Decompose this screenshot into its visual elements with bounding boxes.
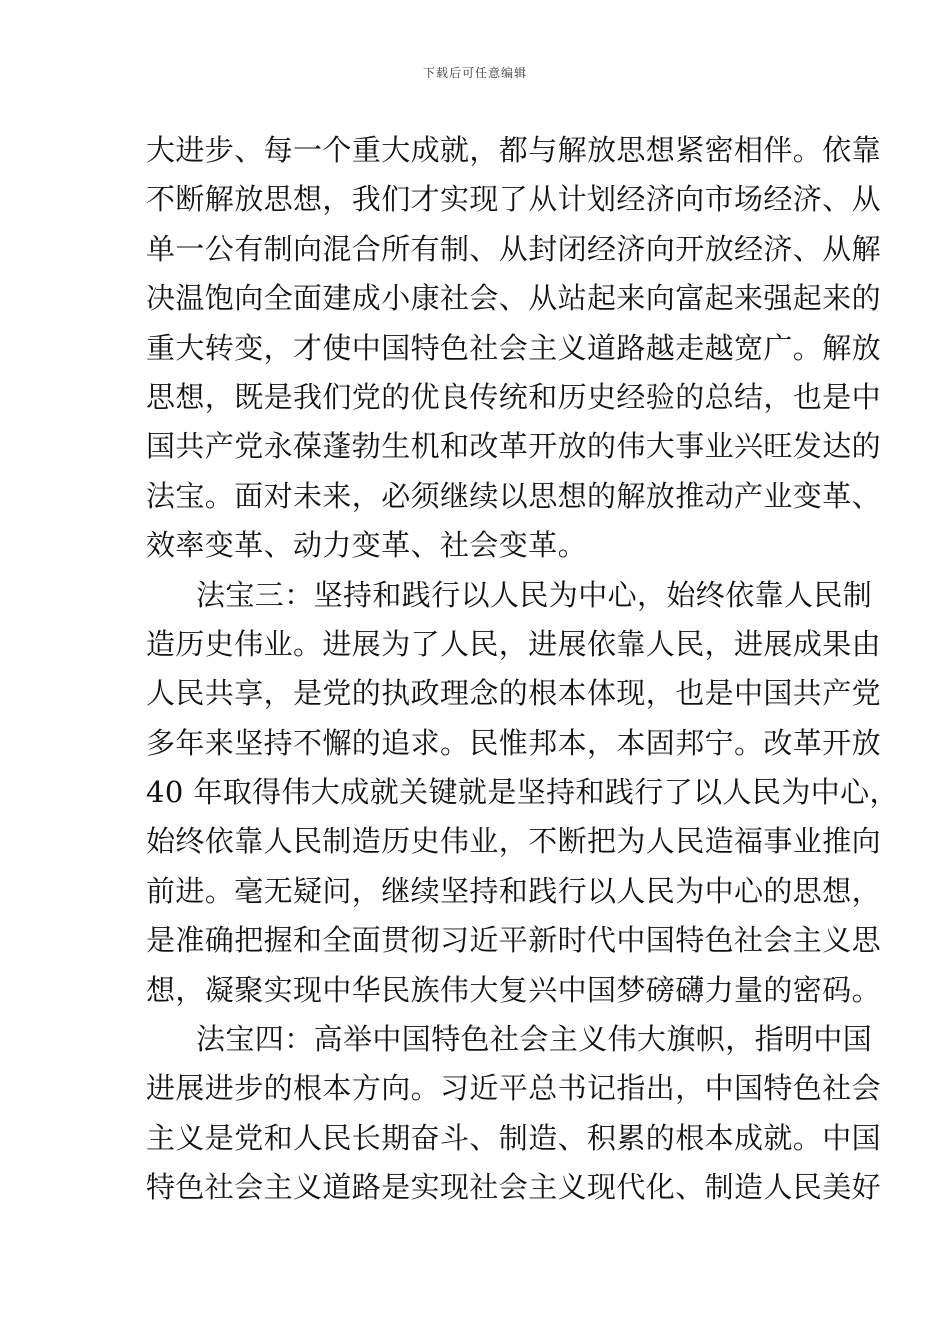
body-text [146,126,899,1213]
text-line: 单一公有制向混合所有制、从封闭经济向开放经济、从解 [146,231,882,266]
text-line: 特色社会主义道路是实现社会主义现代化、制造人民美好 [146,1170,882,1205]
text-line: 造历史伟业。进展为了人民，进展依靠人民，进展成果由 [146,626,882,661]
text-line: 不断解放思想，我们才实现了从计划经济向市场经济、从 [146,182,882,217]
paragraph-start-line: 法宝四：高举中国特色社会主义伟大旗帜，指明中国 [196,1022,873,1057]
text-line: 主义是党和人民长期奋斗、制造、积累的根本成就。中国 [146,1120,882,1155]
text-line: 思想，既是我们党的优良传统和历史经验的总结，也是中 [146,379,882,414]
paragraph-start-line: 法宝三：坚持和践行以人民为中心，始终依靠人民制 [196,577,873,612]
text-line: 想，凝聚实现中华民族伟大复兴中国梦磅礴力量的密码。 [146,972,882,1007]
text-line: 40 年取得伟大成就关键就是坚持和践行了以人民为中心， [146,775,899,810]
text-line: 前进。毫无疑问，继续坚持和践行以人民为中心的思想， [146,873,882,908]
text-line: 决温饱向全面建成小康社会、从站起来向富起来强起来的 [146,281,882,316]
text-line: 效率变革、动力变革、社会变革。 [146,528,588,563]
text-line: 始终依靠人民制造历史伟业，不断把为人民造福事业推向 [146,824,882,859]
text-line: 多年来坚持不懈的追求。民惟邦本，本固邦宁。改革开放 [146,725,882,760]
header-note: 下载后可任意编辑 [422,66,527,80]
text-line: 重大转变，才使中国特色社会主义道路越走越宽广。解放 [146,330,882,365]
text-line: 国共产党永葆蓬勃生机和改革开放的伟大事业兴旺发达的 [146,429,882,464]
text-line: 大进步、每一个重大成就，都与解放思想紧密相伴。依靠 [146,133,882,167]
text-line: 人民共享，是党的执政理念的根本体现，也是中国共产党 [146,676,882,711]
text-line: 法宝。面对未来，必须继续以思想的解放推动产业变革、 [146,478,882,513]
text-line: 是准确把握和全面贯彻习近平新时代中国特色社会主义思 [146,923,882,958]
text-line: 进展进步的根本方向。习近平总书记指出，中国特色社会 [146,1071,882,1106]
